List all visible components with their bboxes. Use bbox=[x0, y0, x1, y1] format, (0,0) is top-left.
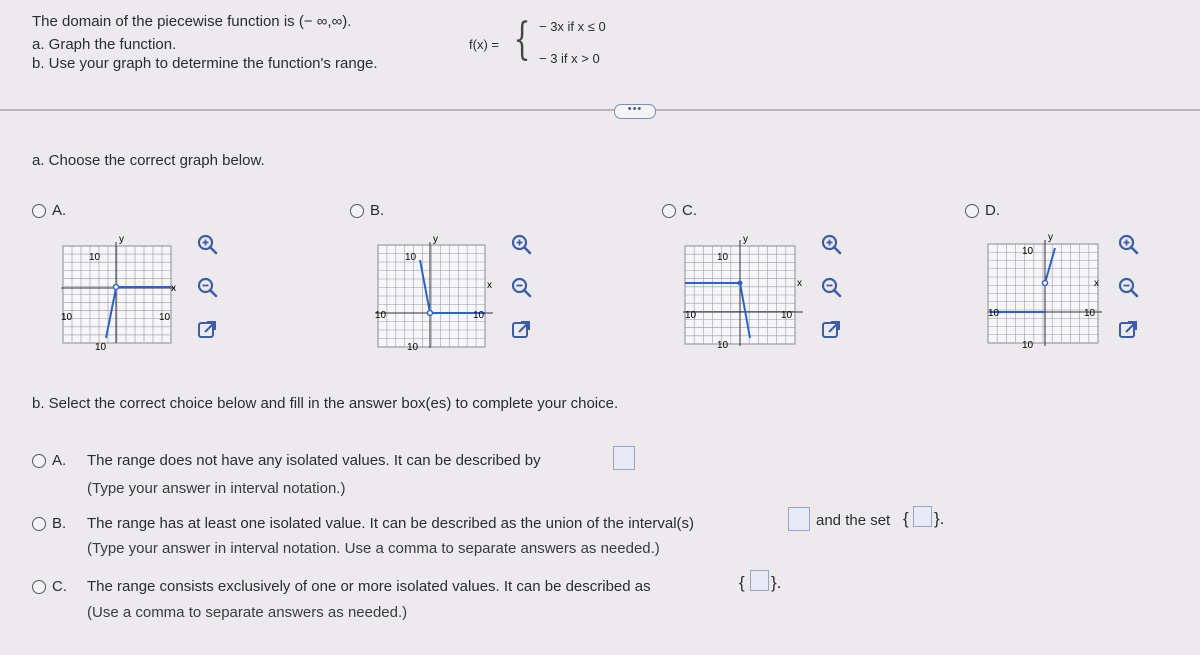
y-tick-bottom: 10 bbox=[717, 340, 729, 351]
y-tick-top: 10 bbox=[89, 252, 101, 263]
part-b-prompt: b. Select the correct choice below and fill in the answer box(es) to complete your choice. bbox=[32, 395, 619, 412]
x-axis-label: x bbox=[487, 280, 492, 291]
graph-option-a-label[interactable]: A. bbox=[52, 202, 67, 219]
set-close-brace: }. bbox=[771, 573, 782, 592]
zoom-out-icon[interactable] bbox=[820, 276, 842, 298]
range-option-a-label[interactable]: A. bbox=[52, 452, 67, 469]
range-option-c-hint: (Use a comma to separate answers as needed.) bbox=[87, 604, 408, 621]
range-option-a-radio[interactable] bbox=[32, 454, 46, 468]
zoom-in-icon[interactable] bbox=[1117, 233, 1139, 255]
x-tick-left: 10 bbox=[988, 308, 1000, 319]
more-button[interactable]: ••• bbox=[614, 104, 656, 119]
range-option-b-and-set: and the set bbox=[816, 512, 891, 529]
y-tick-top: 10 bbox=[1022, 246, 1034, 257]
graph-point bbox=[738, 281, 743, 286]
graph-grid bbox=[988, 244, 1098, 343]
graph-grid bbox=[378, 245, 485, 347]
graph-option-a[interactable] bbox=[33, 228, 193, 356]
x-tick-right: 10 bbox=[781, 310, 793, 321]
graph-grid bbox=[63, 246, 171, 343]
x-axis-label: x bbox=[1094, 278, 1099, 289]
x-tick-left: 10 bbox=[61, 312, 73, 323]
zoom-out-icon[interactable] bbox=[1117, 276, 1139, 298]
range-option-c-label[interactable]: C. bbox=[52, 578, 67, 595]
graph-option-b-radio[interactable] bbox=[350, 204, 364, 218]
range-option-a-hint: (Type your answer in interval notation.) bbox=[87, 480, 346, 497]
question-line-2: a. Graph the function. bbox=[32, 36, 177, 53]
function-piece-1: − 3x if x ≤ 0 bbox=[539, 19, 606, 34]
graph-option-d-radio[interactable] bbox=[965, 204, 979, 218]
section-divider bbox=[0, 109, 1200, 111]
graph-point bbox=[1043, 281, 1048, 286]
graph-option-d[interactable] bbox=[980, 228, 1115, 353]
graph-option-c-radio[interactable] bbox=[662, 204, 676, 218]
graph-option-d-label[interactable]: D. bbox=[985, 202, 1000, 219]
set-close-brace: }. bbox=[934, 509, 945, 528]
graph-point bbox=[428, 311, 433, 316]
zoom-in-icon[interactable] bbox=[510, 233, 532, 255]
y-axis-label: y bbox=[1048, 232, 1053, 243]
expand-icon[interactable] bbox=[1117, 319, 1139, 341]
range-option-c-text: The range consists exclusively of one or more isolated values. It can be described as bbox=[87, 578, 651, 595]
question-line-3: b. Use your graph to determine the function's range. bbox=[32, 55, 378, 72]
expand-icon[interactable] bbox=[510, 319, 532, 341]
zoom-in-icon[interactable] bbox=[196, 233, 218, 255]
expand-icon[interactable] bbox=[196, 319, 218, 341]
range-option-b-interval-box[interactable] bbox=[788, 507, 810, 531]
y-tick-bottom: 10 bbox=[407, 342, 419, 353]
set-open-brace: { bbox=[903, 509, 909, 528]
x-tick-left: 10 bbox=[375, 310, 387, 321]
range-option-b-label[interactable]: B. bbox=[52, 515, 67, 532]
set-open-brace: { bbox=[739, 573, 745, 592]
x-tick-right: 10 bbox=[473, 310, 485, 321]
zoom-out-icon[interactable] bbox=[510, 276, 532, 298]
x-axis-label: x bbox=[797, 278, 802, 289]
zoom-in-icon[interactable] bbox=[820, 233, 842, 255]
x-tick-right: 10 bbox=[159, 312, 171, 323]
question-line-1: The domain of the piecewise function is (− ∞,∞). bbox=[32, 13, 352, 30]
graph-option-a-radio[interactable] bbox=[32, 204, 46, 218]
function-brace: { bbox=[513, 14, 531, 65]
y-axis-label: y bbox=[433, 234, 438, 245]
function-piece-2: − 3 if x > 0 bbox=[539, 51, 600, 66]
range-option-a-text: The range does not have any isolated values. It can be described by bbox=[87, 452, 541, 469]
graph-option-b[interactable] bbox=[345, 230, 510, 358]
range-option-b-set-box[interactable] bbox=[913, 506, 932, 527]
y-axis-label: y bbox=[119, 234, 124, 245]
y-tick-bottom: 10 bbox=[95, 342, 107, 353]
range-option-a-answer-box[interactable] bbox=[613, 446, 635, 470]
expand-icon[interactable] bbox=[820, 319, 842, 341]
range-option-b-radio[interactable] bbox=[32, 517, 46, 531]
x-axis-label: x bbox=[171, 283, 176, 294]
y-tick-top: 10 bbox=[717, 252, 729, 263]
part-a-prompt: a. Choose the correct graph below. bbox=[32, 152, 265, 169]
x-tick-left: 10 bbox=[685, 310, 697, 321]
range-option-c-radio[interactable] bbox=[32, 580, 46, 594]
range-option-b-text: The range has at least one isolated value. It can be described as the union of the interval(s) bbox=[87, 515, 695, 532]
range-option-b-hint: (Type your answer in interval notation. Use a comma to separate answers as needed.) bbox=[87, 540, 660, 557]
range-option-c-set-box[interactable] bbox=[750, 570, 769, 591]
y-tick-top: 10 bbox=[405, 252, 417, 263]
zoom-out-icon[interactable] bbox=[196, 276, 218, 298]
y-tick-bottom: 10 bbox=[1022, 340, 1034, 351]
graph-option-c-label[interactable]: C. bbox=[682, 202, 697, 219]
graph-option-c[interactable] bbox=[655, 228, 815, 356]
function-lhs: f(x) = bbox=[469, 37, 499, 52]
x-tick-right: 10 bbox=[1084, 308, 1096, 319]
graph-option-b-label[interactable]: B. bbox=[370, 202, 385, 219]
graph-point bbox=[114, 285, 119, 290]
y-axis-label: y bbox=[743, 234, 748, 245]
